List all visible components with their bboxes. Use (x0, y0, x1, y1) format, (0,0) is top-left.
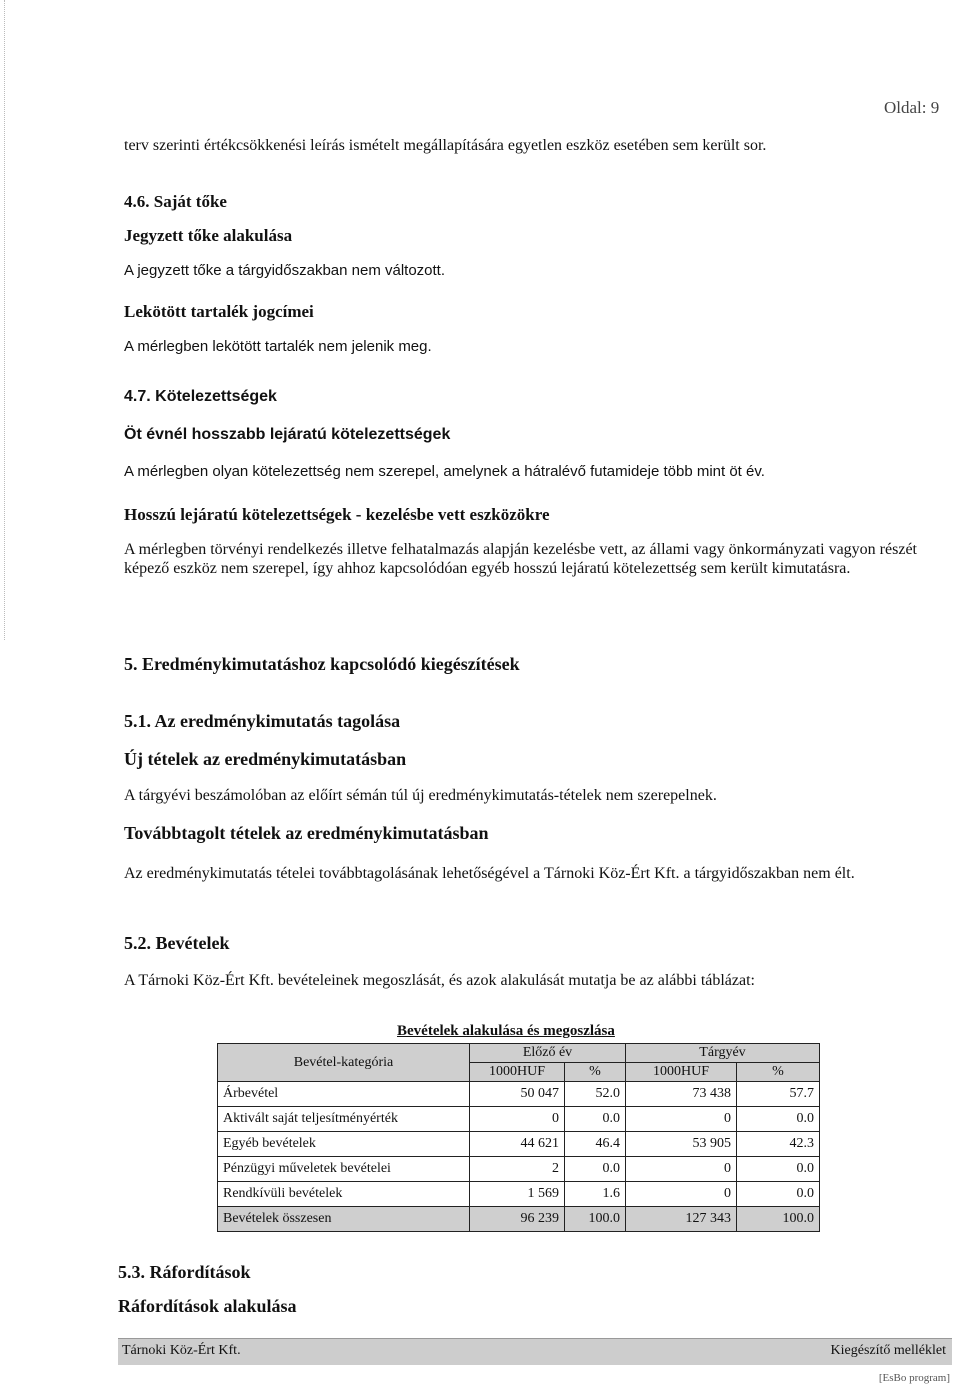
footer-document-type: Kiegészítő melléklet (830, 1343, 946, 1358)
header-prev-pct: % (565, 1063, 626, 1082)
subscribed-capital-text: A jegyzett tőke a tárgyidőszakban nem változott. (124, 262, 446, 279)
scan-edge-line (4, 0, 6, 640)
curr-pct: 57.7 (737, 1082, 820, 1107)
prev-pct: 0.0 (565, 1157, 626, 1182)
curr-pct: 0.0 (737, 1107, 820, 1132)
curr-value: 53 905 (626, 1132, 737, 1157)
revenues-intro-text: A Tárnoki Köz-Ért Kft. bevételeinek megoszlását, és azok alakulását mutatja be az alábbi táblázat: (124, 972, 755, 989)
curr-value: 0 (626, 1107, 737, 1132)
header-prev-unit: 1000HUF (470, 1063, 565, 1082)
footer-company: Tárnoki Köz-Ért Kft. (122, 1343, 241, 1358)
row-label: Aktivált saját teljesítményérték (218, 1107, 470, 1132)
prev-value: 50 047 (470, 1082, 565, 1107)
table-header-row-1 (218, 1044, 820, 1063)
managed-assets-text: A mérlegben törvényi rendelkezés illetve felhatalmazás alapján kezelésbe vett, az állami vagy önkormányzati vagyon részét képező eszköz nem szerepel, így ahhoz kapcsolódóan egyéb hosszú lejáratú kötelezettség sem került kimutatásra. (124, 541, 917, 577)
section-5-2-heading: 5.2. Bevételek (124, 933, 230, 953)
prev-value: 1 569 (470, 1182, 565, 1207)
subdivided-items-text: Az eredménykimutatás tételei továbbtagolásának lehetőségével a Tárnoki Köz-Ért Kft. a tárgyidőszakban nem élt. (124, 865, 855, 882)
subscribed-capital-heading: Jegyzett tőke alakulása (124, 226, 293, 245)
section-5-3-heading: 5.3. Ráfordítások (118, 1262, 251, 1282)
header-category: Bevétel-kategória (218, 1044, 470, 1082)
section-4-6-heading: 4.6. Saját tőke (124, 192, 227, 211)
new-items-text: A tárgyévi beszámolóban az előírt sémán túl új eredménykimutatás-tételek nem szerepelnek. (124, 787, 717, 804)
total-prev-value: 96 239 (470, 1207, 565, 1232)
total-prev-pct: 100.0 (565, 1207, 626, 1232)
long-term-liabilities-text: A mérlegben olyan kötelezettség nem szerepel, amelynek a hátralévő futamideje több mint öt év. (124, 463, 765, 480)
row-label: Egyéb bevételek (218, 1132, 470, 1157)
prev-pct: 46.4 (565, 1132, 626, 1157)
curr-pct: 0.0 (737, 1157, 820, 1182)
total-curr-pct: 100.0 (737, 1207, 820, 1232)
prev-pct: 1.6 (565, 1182, 626, 1207)
header-curr-pct: % (737, 1063, 820, 1082)
footer-bar (118, 1338, 952, 1365)
tied-reserve-heading: Lekötött tartalék jogcímei (124, 302, 314, 321)
table-total-row (218, 1207, 820, 1232)
table-row (218, 1107, 820, 1132)
curr-value: 0 (626, 1182, 737, 1207)
table-row (218, 1157, 820, 1182)
row-label: Rendkívüli bevételek (218, 1182, 470, 1207)
footer-program: [EsBo program] (878, 1372, 950, 1384)
row-label: Árbevétel (218, 1082, 470, 1107)
table-row (218, 1182, 820, 1207)
header-prev-year: Előző év (470, 1044, 626, 1063)
table-row (218, 1132, 820, 1157)
row-label: Pénzügyi műveletek bevételei (218, 1157, 470, 1182)
total-label: Bevételek összesen (218, 1207, 470, 1232)
subdivided-items-heading: Továbbtagolt tételek az eredménykimutatásban (124, 823, 489, 843)
new-items-heading: Új tételek az eredménykimutatásban (124, 749, 407, 769)
total-curr-value: 127 343 (626, 1207, 737, 1232)
section-5-heading: 5. Eredménykimutatáshoz kapcsolódó kiegészítések (124, 654, 520, 674)
curr-pct: 42.3 (737, 1132, 820, 1157)
long-term-liabilities-heading: Öt évnél hosszabb lejáratú kötelezettségek (124, 426, 451, 443)
curr-value: 0 (626, 1157, 737, 1182)
section-5-1-heading: 5.1. Az eredménykimutatás tagolása (124, 711, 401, 731)
prev-pct: 52.0 (565, 1082, 626, 1107)
section-4-7-heading: 4.7. Kötelezettségek (124, 388, 277, 405)
prev-pct: 0.0 (565, 1107, 626, 1132)
prev-value: 2 (470, 1157, 565, 1182)
prev-value: 44 621 (470, 1132, 565, 1157)
expenses-heading: Ráfordítások alakulása (118, 1296, 297, 1316)
tied-reserve-text: A mérlegben lekötött tartalék nem jelenik meg. (124, 338, 432, 355)
revenues-table (217, 1043, 820, 1232)
managed-assets-heading: Hosszú lejáratú kötelezettségek - kezelésbe vett eszközökre (124, 505, 550, 524)
table-caption: Bevételek alakulása és megoszlása (397, 1023, 615, 1039)
table-row (218, 1082, 820, 1107)
prev-value: 0 (470, 1107, 565, 1132)
page-number: Oldal: 9 (884, 98, 940, 117)
intro-paragraph: terv szerinti értékcsökkenési leírás ismételt megállapítására egyetlen eszköz esetében sem került sor. (124, 137, 767, 154)
header-curr-unit: 1000HUF (626, 1063, 737, 1082)
header-current-year: Tárgyév (626, 1044, 820, 1063)
curr-value: 73 438 (626, 1082, 737, 1107)
curr-pct: 0.0 (737, 1182, 820, 1207)
